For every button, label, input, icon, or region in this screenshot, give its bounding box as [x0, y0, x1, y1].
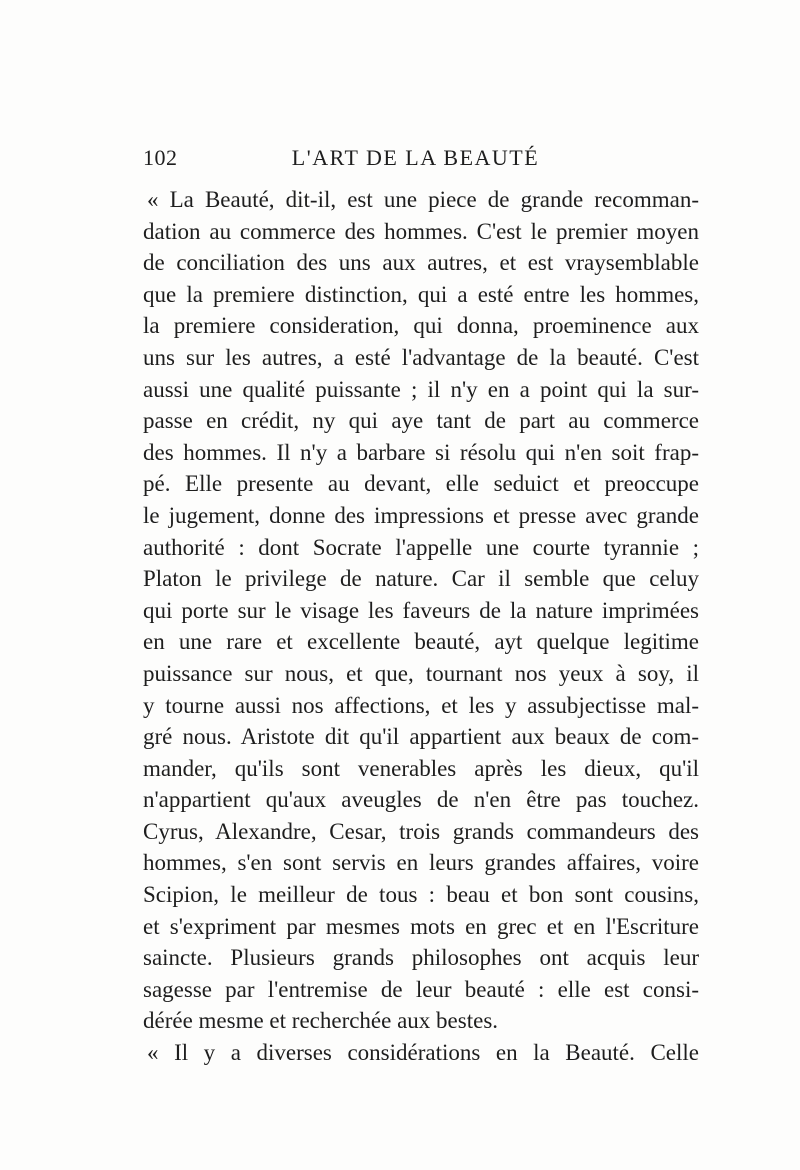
text-line: uns sur les autres, a esté l'advantage de la beauté. C'est [143, 344, 699, 370]
text-line: pé. Elle presente au devant, elle seduict et preoccupe [143, 471, 699, 497]
body-text [143, 184, 699, 1069]
text-line: passe en crédit, ny qui aye tant de part au commerce [143, 408, 699, 434]
text-line: des hommes. Il n'y a barbare si résolu qui n'en soit frap- [143, 439, 699, 465]
text-line: Scipion, le meilleur de tous : beau et bon sont cousins, [143, 882, 699, 908]
text-line: hommes, s'en sont servis en leurs grandes affaires, voire [143, 850, 699, 876]
text-line: « La Beauté, dit-il, est une piece de grande recomman- [147, 187, 699, 212]
text-line: y tourne aussi nos affections, et les y assubjectisse mal- [143, 692, 699, 718]
running-title: L'ART DE LA BEAUTÉ [291, 145, 540, 170]
text-line: en une rare et excellente beauté, ayt quelque legitime [143, 629, 699, 655]
page-number: 102 [143, 145, 178, 170]
text-line: mander, qu'ils sont venerables après les dieux, qu'il [143, 755, 699, 781]
text-line: gré nous. Aristote dit qu'il appartient aux beaux de com- [143, 724, 699, 750]
text-line: de conciliation des uns aux autres, et est vraysemblable [143, 250, 699, 276]
text-line: dérée mesme et recherchée aux bestes. [143, 1008, 499, 1034]
paragraph-1 [143, 184, 699, 1037]
text-line: authorité : dont Socrate l'appelle une courte tyrannie ; [143, 534, 699, 560]
text-line: « Il y a diverses considérations en la Beauté. Celle [147, 1040, 699, 1066]
text-line: aussi une qualité puissante ; il n'y en a point qui la sur- [143, 376, 699, 402]
text-line: puissance sur nous, et que, tournant nos yeux à soy, il [143, 660, 699, 686]
text-line: sagesse par l'entremise de leur beauté : elle est consi- [143, 976, 699, 1002]
text-line: et s'expriment par mesmes mots en grec et en l'Escriture [143, 913, 699, 939]
text-line: n'appartient qu'aux aveugles de n'en être pas touchez. [143, 787, 699, 813]
paragraph-2 [143, 1037, 699, 1069]
text-line: saincte. Plusieurs grands philosophes ont acquis leur [143, 945, 699, 971]
text-line: que la premiere distinction, qui a esté entre les hommes, [143, 281, 699, 307]
running-head [143, 145, 688, 177]
text-line: dation au commerce des hommes. C'est le premier moyen [143, 218, 699, 244]
text-line: Platon le privilege de nature. Car il semble que celuy [143, 566, 699, 592]
text-line: Cyrus, Alexandre, Cesar, trois grands commandeurs des [143, 818, 699, 844]
text-line: le jugement, donne des impressions et presse avec grande [143, 502, 699, 528]
text-line: qui porte sur le visage les faveurs de la nature imprimées [143, 597, 699, 623]
text-line: la premiere consideration, qui donna, proeminence aux [143, 313, 699, 339]
